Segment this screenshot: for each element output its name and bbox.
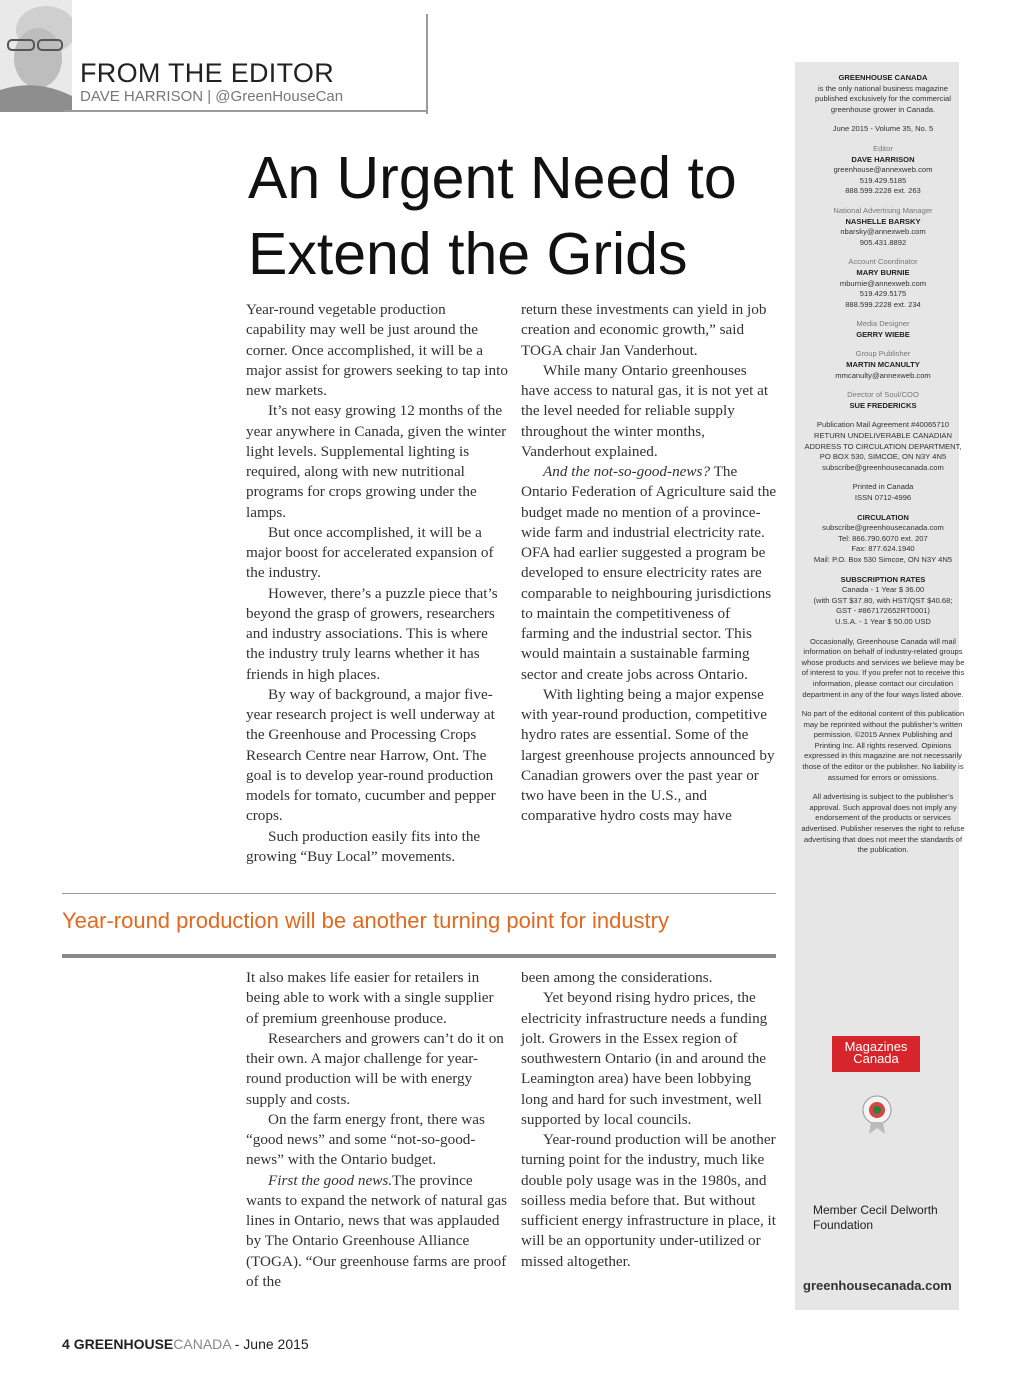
rosette-seal-icon bbox=[861, 1094, 893, 1136]
subscription-canada: Canada - 1 Year $ 36.00 bbox=[841, 585, 925, 595]
paragraph: Year-round vegetable production capability may well be just around the corner. Once accomplished, it will be a major assist for growers seeking to tap into new markets. bbox=[246, 301, 508, 399]
circulation-mail: Mail: P.O. Box 530 Simcoe, ON N3Y 4N5 bbox=[813, 554, 953, 564]
person-name: NASHELLE BARSKY bbox=[845, 216, 921, 226]
circulation-fax: Fax: 877.624.1940 bbox=[851, 544, 915, 554]
masthead-description: is the only national business magazine published exclusively for the commercial greenhouse grower in Canada. bbox=[815, 83, 951, 114]
paragraph: It also makes life easier for retailers in being able to work with a single supplier of premium greenhouse produce. bbox=[246, 969, 494, 1027]
paragraph: It’s not easy growing 12 months of the year anywhere in Canada, given the winter light levels. Supplemental lighting is required, along with new nutritional programs for crops growing under the lamps. bbox=[246, 402, 507, 521]
page-footer bbox=[62, 1336, 309, 1352]
italic-lead: And the not-so-good-news? bbox=[543, 463, 711, 480]
section-label: FROM THE EDITOR bbox=[80, 58, 335, 88]
paragraph: With lighting being a major expense with year-round production, competitive hydro rates are essential. Some of the largest greenhouse projects announced by Canadian growers over the past year or two have been in the U.S., and comparative hydro costs may have bbox=[521, 685, 775, 825]
masthead-issue: June 2015 - Volume 35, No. 5 bbox=[832, 124, 934, 134]
paragraph: Such production easily fits into the growing “Buy Local” movements. bbox=[246, 827, 481, 865]
pull-quote-rule-top bbox=[62, 893, 776, 894]
occasional-notice: Occasionally, Greenhouse Canada will mail information on behalf of industry-related groups whose products and services we believe may be of interest to you. If you prefer not to receive this information, please contact our circulation department in any of the four ways listed above. bbox=[801, 636, 965, 699]
subscription-gst: (with GST $37.80, with HST/QST $40.68; bbox=[813, 595, 953, 605]
subscribe-email: subscribe@greenhousecanada.com bbox=[822, 462, 944, 472]
return-address: RETURN UNDELIVERABLE CANADIAN ADDRESS TO CIRCULATION DEPARTMENT, PO BOX 530, SIMCOE, ON N3Y 4N5 bbox=[804, 431, 962, 462]
mail-agreement: Publication Mail Agreement #40065710 bbox=[816, 420, 950, 430]
header-rule-horizontal bbox=[64, 110, 428, 112]
contact-email: nbarsky@annexweb.com bbox=[840, 227, 926, 237]
role-label: Director of Soul/COO bbox=[847, 390, 919, 400]
paragraph bbox=[246, 1171, 508, 1293]
header-rule-vertical bbox=[426, 14, 428, 114]
italic-lead: First the good news. bbox=[268, 1171, 393, 1189]
circulation-email: subscribe@greenhousecanada.com bbox=[822, 523, 944, 533]
contact-phone: 888.599.2228 ext. 263 bbox=[845, 186, 921, 196]
publication-name: GREENHOUSE bbox=[73, 1336, 174, 1352]
contact-email: mburnie@annexweb.com bbox=[839, 278, 927, 288]
logo-line: Canada bbox=[853, 1051, 899, 1066]
copyright-notice: No part of the editorial content of this publication may be reprinted without the publisher’s written permission. ©2015 Annex Publishing and Printing Inc. All rights reserved. Opinions expressed in this magazine are not necessarily those of the editor or the publisher. No liability is assumed for errors or omissions. bbox=[801, 709, 965, 782]
contact-phone: 888.599.2228 ext. 234 bbox=[845, 299, 921, 309]
article-column-1 bbox=[246, 300, 508, 867]
role-label: National Advertising Manager bbox=[833, 205, 933, 215]
role-label: Account Coordinator bbox=[848, 257, 918, 267]
circulation-heading: CIRCULATION bbox=[857, 512, 909, 522]
contact-email: mmcanulty@annexweb.com bbox=[835, 370, 931, 380]
paragraph: Year-round production will be another turning point for the industry, much like double poly usage was in the 1980s, and soilless media before that. But without sufficient energy infrastructure in place, it will be an opportunity under-utilized or missed altogether. bbox=[521, 1131, 776, 1270]
article-title-line-1: An Urgent Need to bbox=[248, 145, 737, 211]
issue-date: - June 2015 bbox=[234, 1336, 309, 1352]
paragraph: Researchers and growers can’t do it on their own. A major challenge for year-round production will be with energy supply and costs. bbox=[246, 1029, 504, 1108]
paragraph: Yet beyond rising hydro prices, the electricity infrastructure needs a funding jolt. Growers in the Essex region of southwestern Ontario (in and around the Leamington area) have been lobbying long and hard for such investment, well supported by local councils. bbox=[521, 989, 768, 1128]
person-name: DAVE HARRISON bbox=[851, 154, 915, 164]
paragraph: been among the considerations. bbox=[521, 969, 713, 986]
subscription-usa: U.S.A. - 1 Year $ 50.00 USD bbox=[835, 616, 931, 626]
person-name: SUE FREDERICKS bbox=[849, 400, 917, 410]
masthead bbox=[795, 73, 971, 856]
article-column-4 bbox=[521, 968, 777, 1272]
circulation-tel: Tel: 866.790.6070 ext. 207 bbox=[838, 533, 928, 543]
pull-quote-rule-bottom bbox=[62, 954, 776, 958]
contact-phone: 519.429.5185 bbox=[859, 175, 907, 185]
article-column-3 bbox=[246, 968, 508, 1292]
contact-phone: 905.431.8892 bbox=[859, 237, 907, 247]
role-label: Group Publisher bbox=[855, 349, 911, 359]
person-name: GERRY WIEBE bbox=[856, 329, 910, 339]
page-number: 4 bbox=[62, 1336, 70, 1352]
paragraph-text: The province wants to expand the network of natural gas lines in Ontario, news that was applauded by The Ontario Greenhouse Alliance (TOGA). “Our greenhouse farms are proof of the bbox=[246, 1171, 508, 1290]
magazines-canada-logo bbox=[832, 1036, 920, 1072]
article-title-line-2: Extend the Grids bbox=[248, 221, 688, 287]
role-label: Media Designer bbox=[856, 319, 910, 329]
paragraph bbox=[521, 462, 777, 685]
paragraph: By way of background, a major five-year research project is well underway at the Greenhouse and Processing Crops Research Centre near Harrow, Ont. The goal is to develop year-round production models for tomato, cucumber and pepper crops. bbox=[246, 685, 496, 825]
subscription-heading: SUBSCRIPTION RATES bbox=[840, 574, 926, 584]
advertising-notice: All advertising is subject to the publisher’s approval. Such approval does not imply any endorsement of the products or services advertised. Publisher reserves the right to refuse advertising that does not meet the standards of the publication. bbox=[801, 792, 965, 855]
article-title bbox=[248, 140, 788, 292]
subscription-gst-number: GST - #867172652RT0001) bbox=[836, 606, 930, 616]
contact-phone: 519.429.5175 bbox=[859, 289, 907, 299]
role-label: Editor bbox=[873, 143, 893, 153]
article-column-2 bbox=[521, 300, 777, 827]
byline: DAVE HARRISON | @GreenHouseCan bbox=[80, 88, 344, 105]
paragraph: On the farm energy front, there was “good news” and some “not-so-good-news” with the Ontario budget. bbox=[246, 1110, 485, 1169]
person-name: MARY BURNIE bbox=[856, 267, 910, 277]
member-foundation: Member Cecil Delworth Foundation bbox=[813, 1203, 938, 1232]
contact-email: greenhouse@annexweb.com bbox=[833, 165, 933, 175]
logo-line: Magazines bbox=[844, 1039, 908, 1054]
paragraph-text: The Ontario Federation of Agriculture said the budget made no mention of a province-wide farm and industrial electricity rate. OFA had earlier suggested a program be developed to ensure electricity rates are comparable to neighbouring jurisdictions to maintain the competitiveness of farming and the industrial sector. This would maintain a sustainable farming sector and create jobs across Ontario. bbox=[521, 463, 777, 683]
person-name: MARTIN MCANULTY bbox=[846, 360, 920, 370]
printed-in: Printed in Canada bbox=[852, 482, 914, 492]
masthead-magazine-name: GREENHOUSE CANADA bbox=[838, 73, 928, 82]
paragraph: However, there’s a puzzle piece that’s beyond the grasp of growers, researchers and industry associations. This is where the industry truly learns whether it has friends in high places. bbox=[246, 584, 498, 683]
paragraph: While many Ontario greenhouses have access to natural gas, it is not yet at the level needed for reliable supply throughout the winter months, Vanderhout explained. bbox=[521, 361, 769, 460]
website-link[interactable]: greenhousecanada.com bbox=[803, 1278, 952, 1293]
issn: ISSN 0712-4996 bbox=[854, 493, 912, 502]
masthead-sidebar bbox=[795, 62, 965, 1310]
paragraph: But once accomplished, it will be a major boost for accelerated expansion of the industry. bbox=[246, 523, 494, 582]
paragraph: return these investments can yield in job creation and economic growth,” said TOGA chair Jan Vanderhout. bbox=[521, 301, 767, 359]
publication-name-light: CANADA bbox=[173, 1336, 231, 1352]
editor-photo bbox=[0, 0, 72, 112]
pull-quote: Year-round production will be another turning point for industry bbox=[62, 908, 669, 933]
